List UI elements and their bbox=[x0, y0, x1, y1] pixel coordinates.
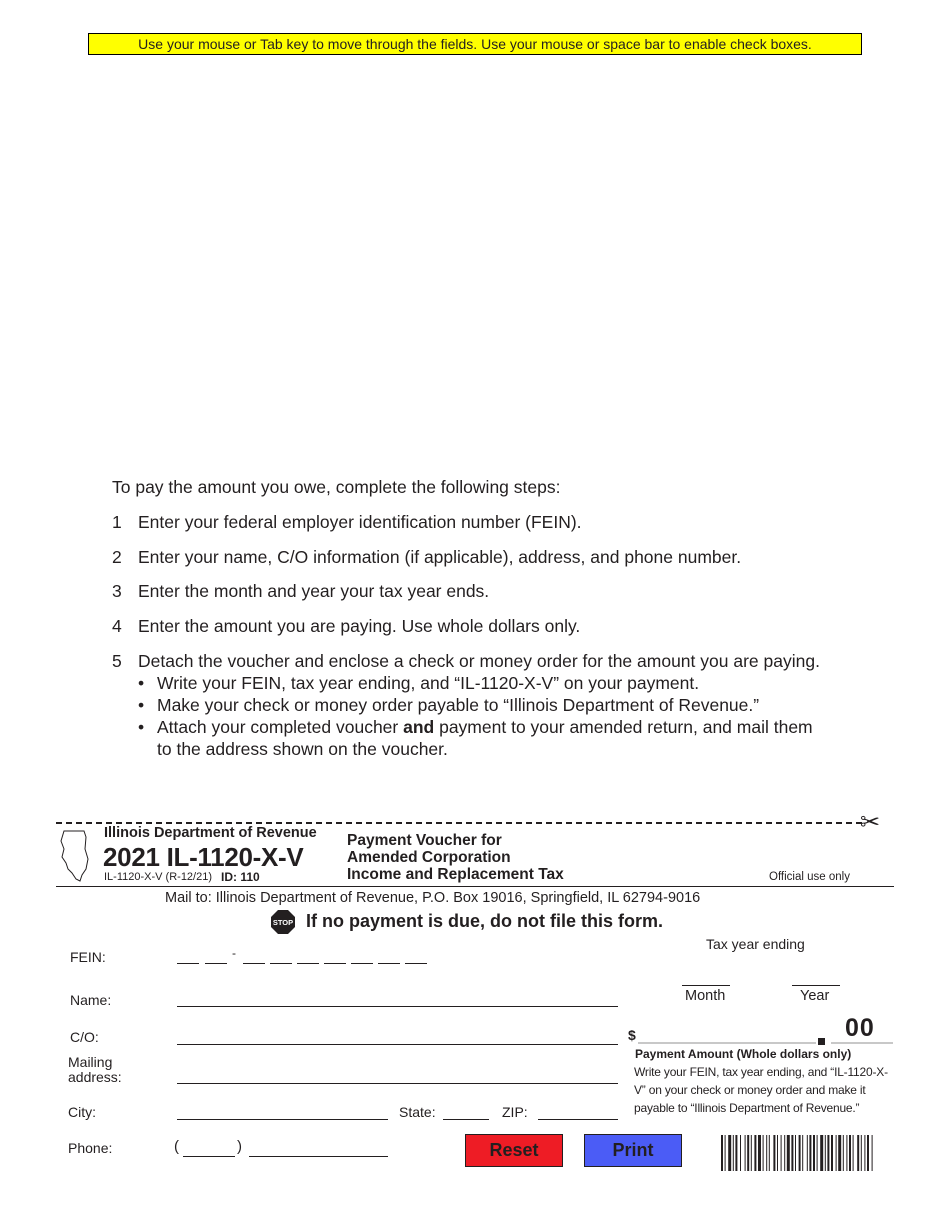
payment-amount-label: Payment Amount (Whole dollars only) bbox=[635, 1047, 852, 1061]
decimal-point bbox=[818, 1038, 825, 1045]
phone-paren-open: ( bbox=[174, 1138, 179, 1155]
step-number: 1 bbox=[112, 512, 122, 532]
bullet-glyph: • bbox=[138, 695, 145, 715]
official-use-label: Official use only bbox=[769, 871, 850, 883]
bullet-text-end: payment to your amended return, and mail them bbox=[434, 717, 813, 737]
no-payment-warning: If no payment is due, do not file this form. bbox=[306, 911, 664, 931]
step-text: Enter your name, C/O information (if applicable), address, and phone number. bbox=[138, 547, 742, 567]
instructions-intro: To pay the amount you owe, complete the following steps: bbox=[112, 477, 561, 497]
form-revision: IL-1120-X-V (R-12/21) bbox=[104, 871, 213, 883]
instruction-banner: Use your mouse or Tab key to move through the fields. Use your mouse or space bar to enable check boxes. bbox=[88, 33, 862, 55]
barcode-image bbox=[721, 1135, 917, 1171]
illinois-map-icon bbox=[58, 829, 92, 883]
city-field[interactable] bbox=[177, 1119, 388, 1120]
name-label: Name: bbox=[70, 992, 112, 1008]
mailing-address-label bbox=[68, 1055, 122, 1085]
bullet-text: Make your check or money order payable to “Illinois Department of Revenue.” bbox=[157, 695, 760, 715]
payment-amount-field[interactable] bbox=[638, 1042, 816, 1044]
payment-instructions: Write your FEIN, tax year ending, and “IL-1120-X-V” on your check or money order and make it payable to “Illinois Department of Revenue.” bbox=[634, 1065, 888, 1115]
reset-button[interactable]: Reset bbox=[465, 1134, 563, 1167]
bullet-item bbox=[138, 694, 858, 716]
city-label: City: bbox=[68, 1104, 96, 1120]
stop-sign-label: STOP bbox=[272, 918, 294, 928]
bullet-text-start: Attach your completed voucher bbox=[157, 717, 404, 737]
form-title: 2021 IL-1120-X-V bbox=[103, 842, 304, 872]
dollar-sign: $ bbox=[628, 1027, 636, 1043]
header-divider bbox=[56, 886, 894, 887]
fein-digit-field[interactable] bbox=[405, 963, 427, 964]
step-text: Enter the amount you are paying. Use whole dollars only. bbox=[138, 616, 581, 636]
zip-field[interactable] bbox=[538, 1119, 618, 1120]
step-number: 3 bbox=[112, 581, 122, 601]
year-label: Year bbox=[800, 988, 830, 1004]
print-button[interactable]: Print bbox=[584, 1134, 682, 1167]
month-field[interactable] bbox=[682, 985, 730, 986]
zip-label: ZIP: bbox=[502, 1104, 528, 1120]
bullet-text-emphasis: and bbox=[403, 717, 435, 737]
phone-area-code-field[interactable] bbox=[183, 1156, 235, 1157]
fein-digit-field[interactable] bbox=[177, 963, 199, 964]
fein-label: FEIN: bbox=[70, 949, 106, 965]
mailing-address-field[interactable] bbox=[177, 1083, 618, 1084]
co-label: C/O: bbox=[70, 1029, 99, 1045]
phone-number-field[interactable] bbox=[249, 1156, 388, 1157]
state-label: State: bbox=[399, 1104, 436, 1120]
step-text: Enter the month and year your tax year ends. bbox=[138, 581, 490, 601]
fein-separator: - bbox=[232, 946, 236, 960]
bullet-text: Write your FEIN, tax year ending, and “IL-1120-X-V” on your payment. bbox=[157, 673, 700, 693]
phone-paren-close: ) bbox=[237, 1138, 242, 1155]
step-text: Detach the voucher and enclose a check or money order for the amount you are paying. bbox=[138, 651, 820, 671]
month-label: Month bbox=[685, 988, 726, 1004]
voucher-title-line: Payment Voucher for bbox=[347, 832, 502, 849]
bullet-item bbox=[138, 672, 858, 694]
step-number: 5 bbox=[112, 651, 122, 671]
year-field[interactable] bbox=[792, 985, 840, 986]
bullet-glyph: • bbox=[138, 717, 145, 737]
voucher-title bbox=[347, 832, 564, 883]
fein-digit-field[interactable] bbox=[270, 963, 292, 964]
bullet-glyph: • bbox=[138, 673, 145, 693]
fein-digit-field[interactable] bbox=[351, 963, 373, 964]
step-text: Enter your federal employer identification number (FEIN). bbox=[138, 512, 582, 532]
mailing-label-line: address: bbox=[68, 1069, 122, 1085]
tax-year-label: Tax year ending bbox=[706, 936, 805, 952]
bullet-text bbox=[157, 716, 858, 760]
fein-digit-field[interactable] bbox=[378, 963, 400, 964]
bullet-item bbox=[138, 716, 858, 760]
fein-digit-field[interactable] bbox=[324, 963, 346, 964]
scissors-icon: ✂ bbox=[860, 809, 881, 836]
cut-line bbox=[56, 822, 862, 824]
fein-digit-field[interactable] bbox=[297, 963, 319, 964]
step-number: 2 bbox=[112, 547, 122, 567]
voucher-title-line: Amended Corporation bbox=[347, 849, 511, 866]
fein-digit-field[interactable] bbox=[243, 963, 265, 964]
fein-digit-field[interactable] bbox=[205, 963, 227, 964]
bullet-text-continued: to the address shown on the voucher. bbox=[157, 739, 448, 759]
mailing-label-line: Mailing bbox=[68, 1054, 113, 1070]
payment-cents: 00 bbox=[845, 1014, 875, 1042]
step-number: 4 bbox=[112, 616, 122, 636]
name-field[interactable] bbox=[177, 1006, 618, 1007]
co-field[interactable] bbox=[177, 1044, 618, 1045]
voucher-title-line: Income and Replacement Tax bbox=[347, 866, 564, 883]
form-id: ID: 110 bbox=[221, 870, 260, 884]
mailing-address-note: Mail to: Illinois Department of Revenue, P.O. Box 19016, Springfield, IL 62794-9016 bbox=[165, 890, 701, 906]
state-field[interactable] bbox=[443, 1119, 489, 1120]
department-name: Illinois Department of Revenue bbox=[104, 825, 317, 841]
phone-label: Phone: bbox=[68, 1140, 113, 1156]
stop-sign-icon bbox=[270, 909, 296, 935]
